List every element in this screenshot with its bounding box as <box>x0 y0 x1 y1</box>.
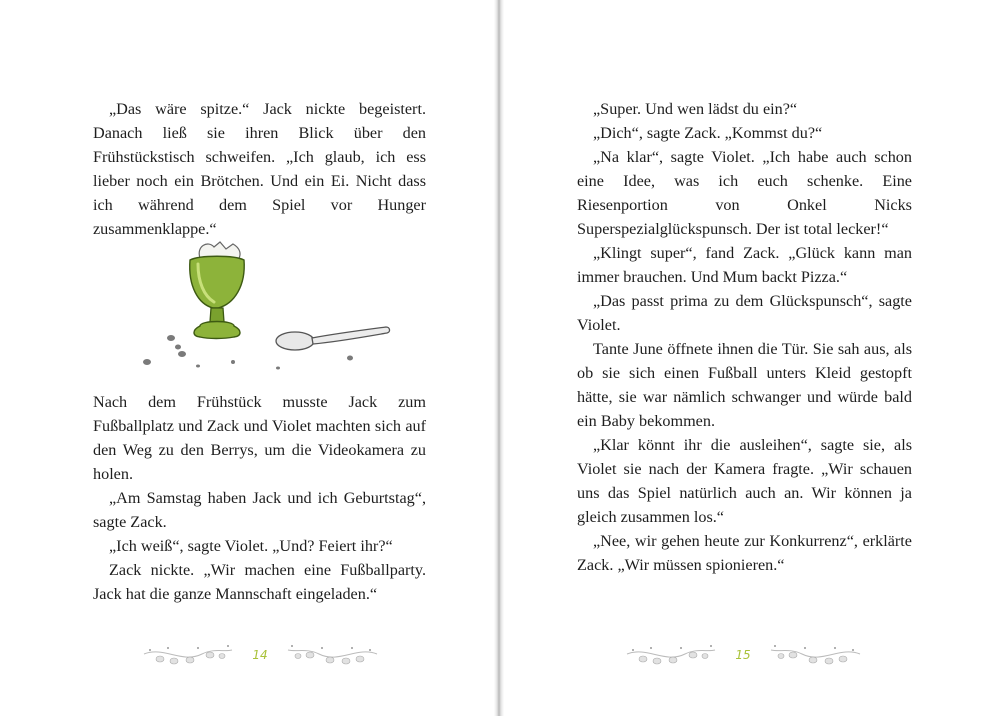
left-bottom-text <box>93 390 426 606</box>
right-text <box>577 97 912 577</box>
paragraph: „Nee, wir gehen heute zur Konkurrenz“, erklärte Zack. „Wir müssen spionieren.“ <box>577 532 912 574</box>
paragraph: „Das passt prima zu dem Glückspunsch“, sagte Violet. <box>577 292 912 334</box>
paragraph: „Klar könnt ihr die ausleihen“, sagte sie, als Violet sie nach der Kamera fragte. „Wir schauen uns das Spiel natürlich auch an. Wir können ja gleich zusammen los.“ <box>577 436 912 526</box>
right-page <box>503 0 1000 716</box>
paragraph: „Super. Und wen lädst du ein?“ <box>593 100 798 118</box>
egg-cup-icon <box>190 242 244 339</box>
page-footer <box>140 640 380 674</box>
paragraph: „Klingt super“, fand Zack. „Glück kann man immer brauchen. Und Mum backt Pizza.“ <box>577 244 912 286</box>
paragraph: Nach dem Frühstück musste Jack zum Fußballplatz und Zack und Violet machten sich auf den Weg zu den Berrys, um die Videokamera zu holen. <box>93 393 426 483</box>
paragraph: „Dich“, sagte Zack. „Kommst du?“ <box>593 124 823 142</box>
page-number: 15 <box>735 648 751 662</box>
vine-ornament-icon <box>285 640 380 674</box>
vine-ornament-icon <box>768 640 863 674</box>
page-number: 14 <box>252 648 268 662</box>
paragraph: „Na klar“, sagte Violet. „Ich habe auch schon eine Idee, was ich euch schenke. Eine Riesenportion von Onkel Nicks Superspezialglückspunsch. Der ist total lecker!“ <box>577 148 912 238</box>
paragraph: Tante June öffnete ihnen die Tür. Sie sah aus, als ob sie sich einen Fußball unters Kleid gestopft hätte, sie war nämlich schwanger und würde bald ein Baby bekommen. <box>577 340 912 430</box>
paragraph: „Das wäre spitze.“ Jack nickte begeistert. Danach ließ sie ihren Blick über den Frühstückstisch schweifen. „Ich glaub, ich ess lieber noch ein Brötchen. Und ein Ei. Nicht dass ich während dem Spiel vor Hunger zusammenklappe.“ <box>93 100 426 238</box>
left-top-text <box>93 97 426 241</box>
egg-cup-with-spoon-illustration <box>138 238 398 373</box>
vine-ornament-icon <box>623 640 718 674</box>
paragraph: Zack nickte. „Wir machen eine Fußballparty. Jack hat die ganze Mannschaft eingeladen.“ <box>93 561 426 603</box>
spoon-icon <box>276 327 390 350</box>
left-page <box>0 0 496 716</box>
paragraph: „Ich weiß“, sagte Violet. „Und? Feiert ihr?“ <box>109 537 393 555</box>
paragraph: „Am Samstag haben Jack und ich Geburtstag“, sagte Zack. <box>93 489 426 531</box>
page-footer <box>623 640 863 674</box>
vine-ornament-icon <box>140 640 235 674</box>
